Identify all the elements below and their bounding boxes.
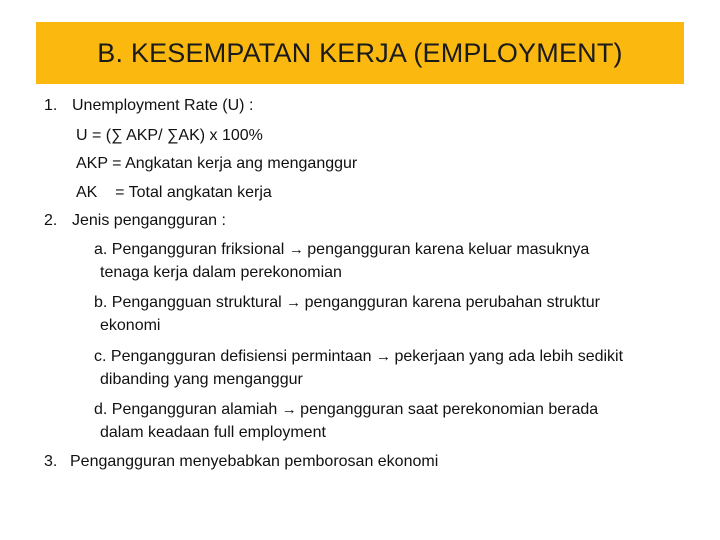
sub-item-label: c. bbox=[94, 348, 107, 365]
sub-item-desc-cont: tenaga kerja dalam perekonomian bbox=[100, 264, 342, 281]
sub-item-c bbox=[94, 347, 623, 367]
sub-item-label: b. bbox=[94, 294, 108, 311]
item-number: 1. bbox=[44, 97, 58, 114]
sub-item-b bbox=[94, 293, 600, 313]
list-item-text: Pengangguran menyebabkan pemborosan ekonomi bbox=[70, 453, 439, 470]
sub-item-term: Pengangguran defisiensi permintaan bbox=[110, 348, 372, 365]
definition-ak: AK = Total angkatan kerja bbox=[76, 184, 272, 201]
sub-item-d bbox=[94, 400, 598, 420]
right-arrow-icon: → bbox=[286, 294, 302, 311]
sub-item-desc: pengangguran karena keluar masuknya bbox=[307, 241, 590, 258]
item-number: 3. bbox=[44, 453, 58, 470]
sub-item-desc-cont: dalam keadaan full employment bbox=[100, 424, 326, 441]
sub-item-desc-cont: ekonomi bbox=[100, 317, 161, 334]
sub-item-label: d. bbox=[94, 401, 108, 418]
page-title: B. KESEMPATAN KERJA (EMPLOYMENT) bbox=[97, 37, 623, 68]
right-arrow-icon: → bbox=[375, 348, 391, 365]
sub-item-desc: pekerjaan yang ada lebih sedikit bbox=[394, 348, 624, 365]
sub-item-term: Pengangguan struktural bbox=[111, 294, 282, 311]
formula: U = (∑ AKP/ ∑AK) x 100% bbox=[76, 127, 263, 144]
right-arrow-icon: → bbox=[281, 401, 297, 418]
sub-item-label: a. bbox=[94, 241, 108, 258]
item-number: 2. bbox=[44, 212, 58, 229]
sub-item-desc: pengangguran saat perekonomian berada bbox=[300, 401, 599, 418]
sub-item-desc: pengangguran karena perubahan struktur bbox=[304, 294, 600, 311]
right-arrow-icon: → bbox=[288, 241, 304, 258]
definition-akp: AKP = Angkatan kerja ang menganggur bbox=[76, 155, 358, 172]
list-item-text: Unemployment Rate (U) : bbox=[72, 97, 254, 114]
list-item-text: Jenis pengangguran : bbox=[72, 212, 226, 229]
sub-item-desc-cont: dibanding yang menganggur bbox=[100, 371, 303, 388]
sub-item-term: Pengangguran friksional bbox=[111, 241, 285, 258]
sub-item-term: Pengangguran alamiah bbox=[111, 401, 278, 418]
sub-item-a bbox=[94, 240, 589, 260]
